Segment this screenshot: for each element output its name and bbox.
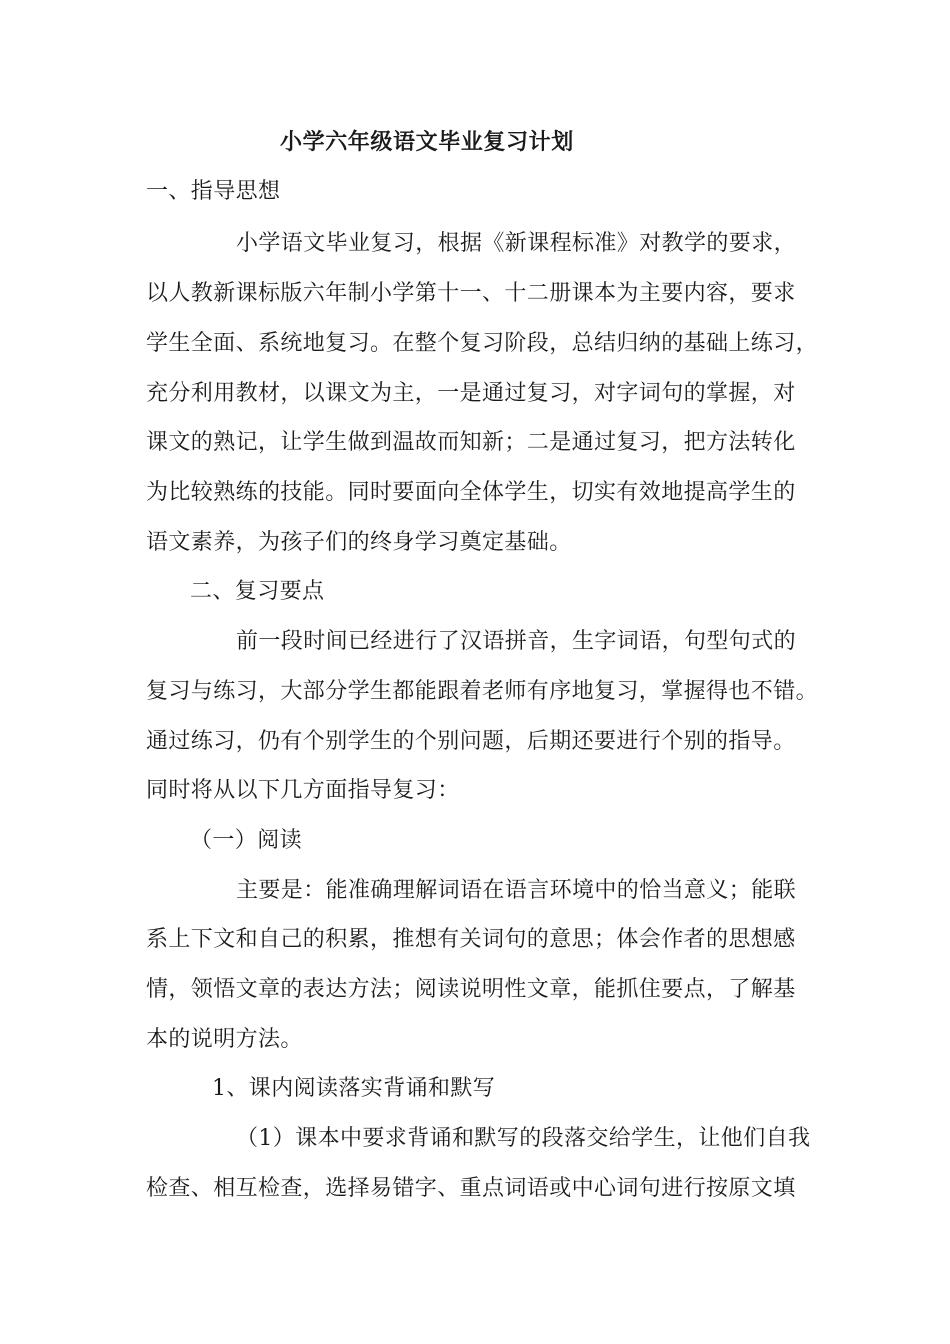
paragraph-line: 充分利用教材，以课文为主，一是通过复习，对字词句的掌握，对	[146, 381, 796, 406]
paragraph-line: 学生全面、系统地复习。在整个复习阶段，总结归纳的基础上练习，	[146, 331, 819, 356]
paragraph-line: 同时将从以下几方面指导复习：	[146, 778, 460, 803]
paragraph-line: 主要是：能准确理解词语在语言环境中的恰当意义；能联	[236, 878, 797, 903]
document-title: 小学六年级语文毕业复习计划	[280, 129, 574, 155]
paragraph-line: 以人教新课标版六年制小学第十一、十二册课本为主要内容，要求	[146, 281, 796, 306]
section-heading-review-points: 二、复习要点	[190, 579, 325, 604]
paragraph-line: 复习与练习，大部分学生都能跟着老师有序地复习，掌握得也不错。	[146, 679, 819, 704]
paragraph-line: 为比较熟练的技能。同时要面向全体学生，切实有效地提高学生的	[146, 480, 796, 505]
item-heading-recitation: 1、课内阅读落实背诵和默写	[212, 1076, 496, 1101]
paragraph-line: 小学语文毕业复习，根据《新课程标准》对教学的要求，	[236, 231, 797, 256]
paragraph-line: 通过练习，仍有个别学生的个别问题，后期还要进行个别的指导。	[146, 729, 796, 754]
paragraph-line: 语文素养，为孩子们的终身学习奠定基础。	[146, 530, 572, 555]
paragraph-line: （1）课本中要求背诵和默写的段落交给学生，让他们自我	[236, 1126, 811, 1151]
section-heading-guiding-thought: 一、指导思想	[146, 179, 281, 204]
paragraph-line: 系上下文和自己的积累，推想有关词句的意思；体会作者的思想感	[146, 927, 796, 952]
paragraph-line: 本的说明方法。	[146, 1027, 303, 1052]
subsection-heading-reading: （一）阅读	[190, 828, 303, 853]
paragraph-line: 课文的熟记，让学生做到温故而知新；二是通过复习，把方法转化	[146, 430, 796, 455]
paragraph-line: 前一段时间已经进行了汉语拼音，生字词语，句型句式的	[236, 629, 797, 654]
paragraph-line: 检查、相互检查，选择易错字、重点词语或中心词句进行按原文填	[146, 1176, 796, 1201]
paragraph-line: 情，领悟文章的表达方法；阅读说明性文章，能抓住要点，了解基	[146, 977, 796, 1002]
